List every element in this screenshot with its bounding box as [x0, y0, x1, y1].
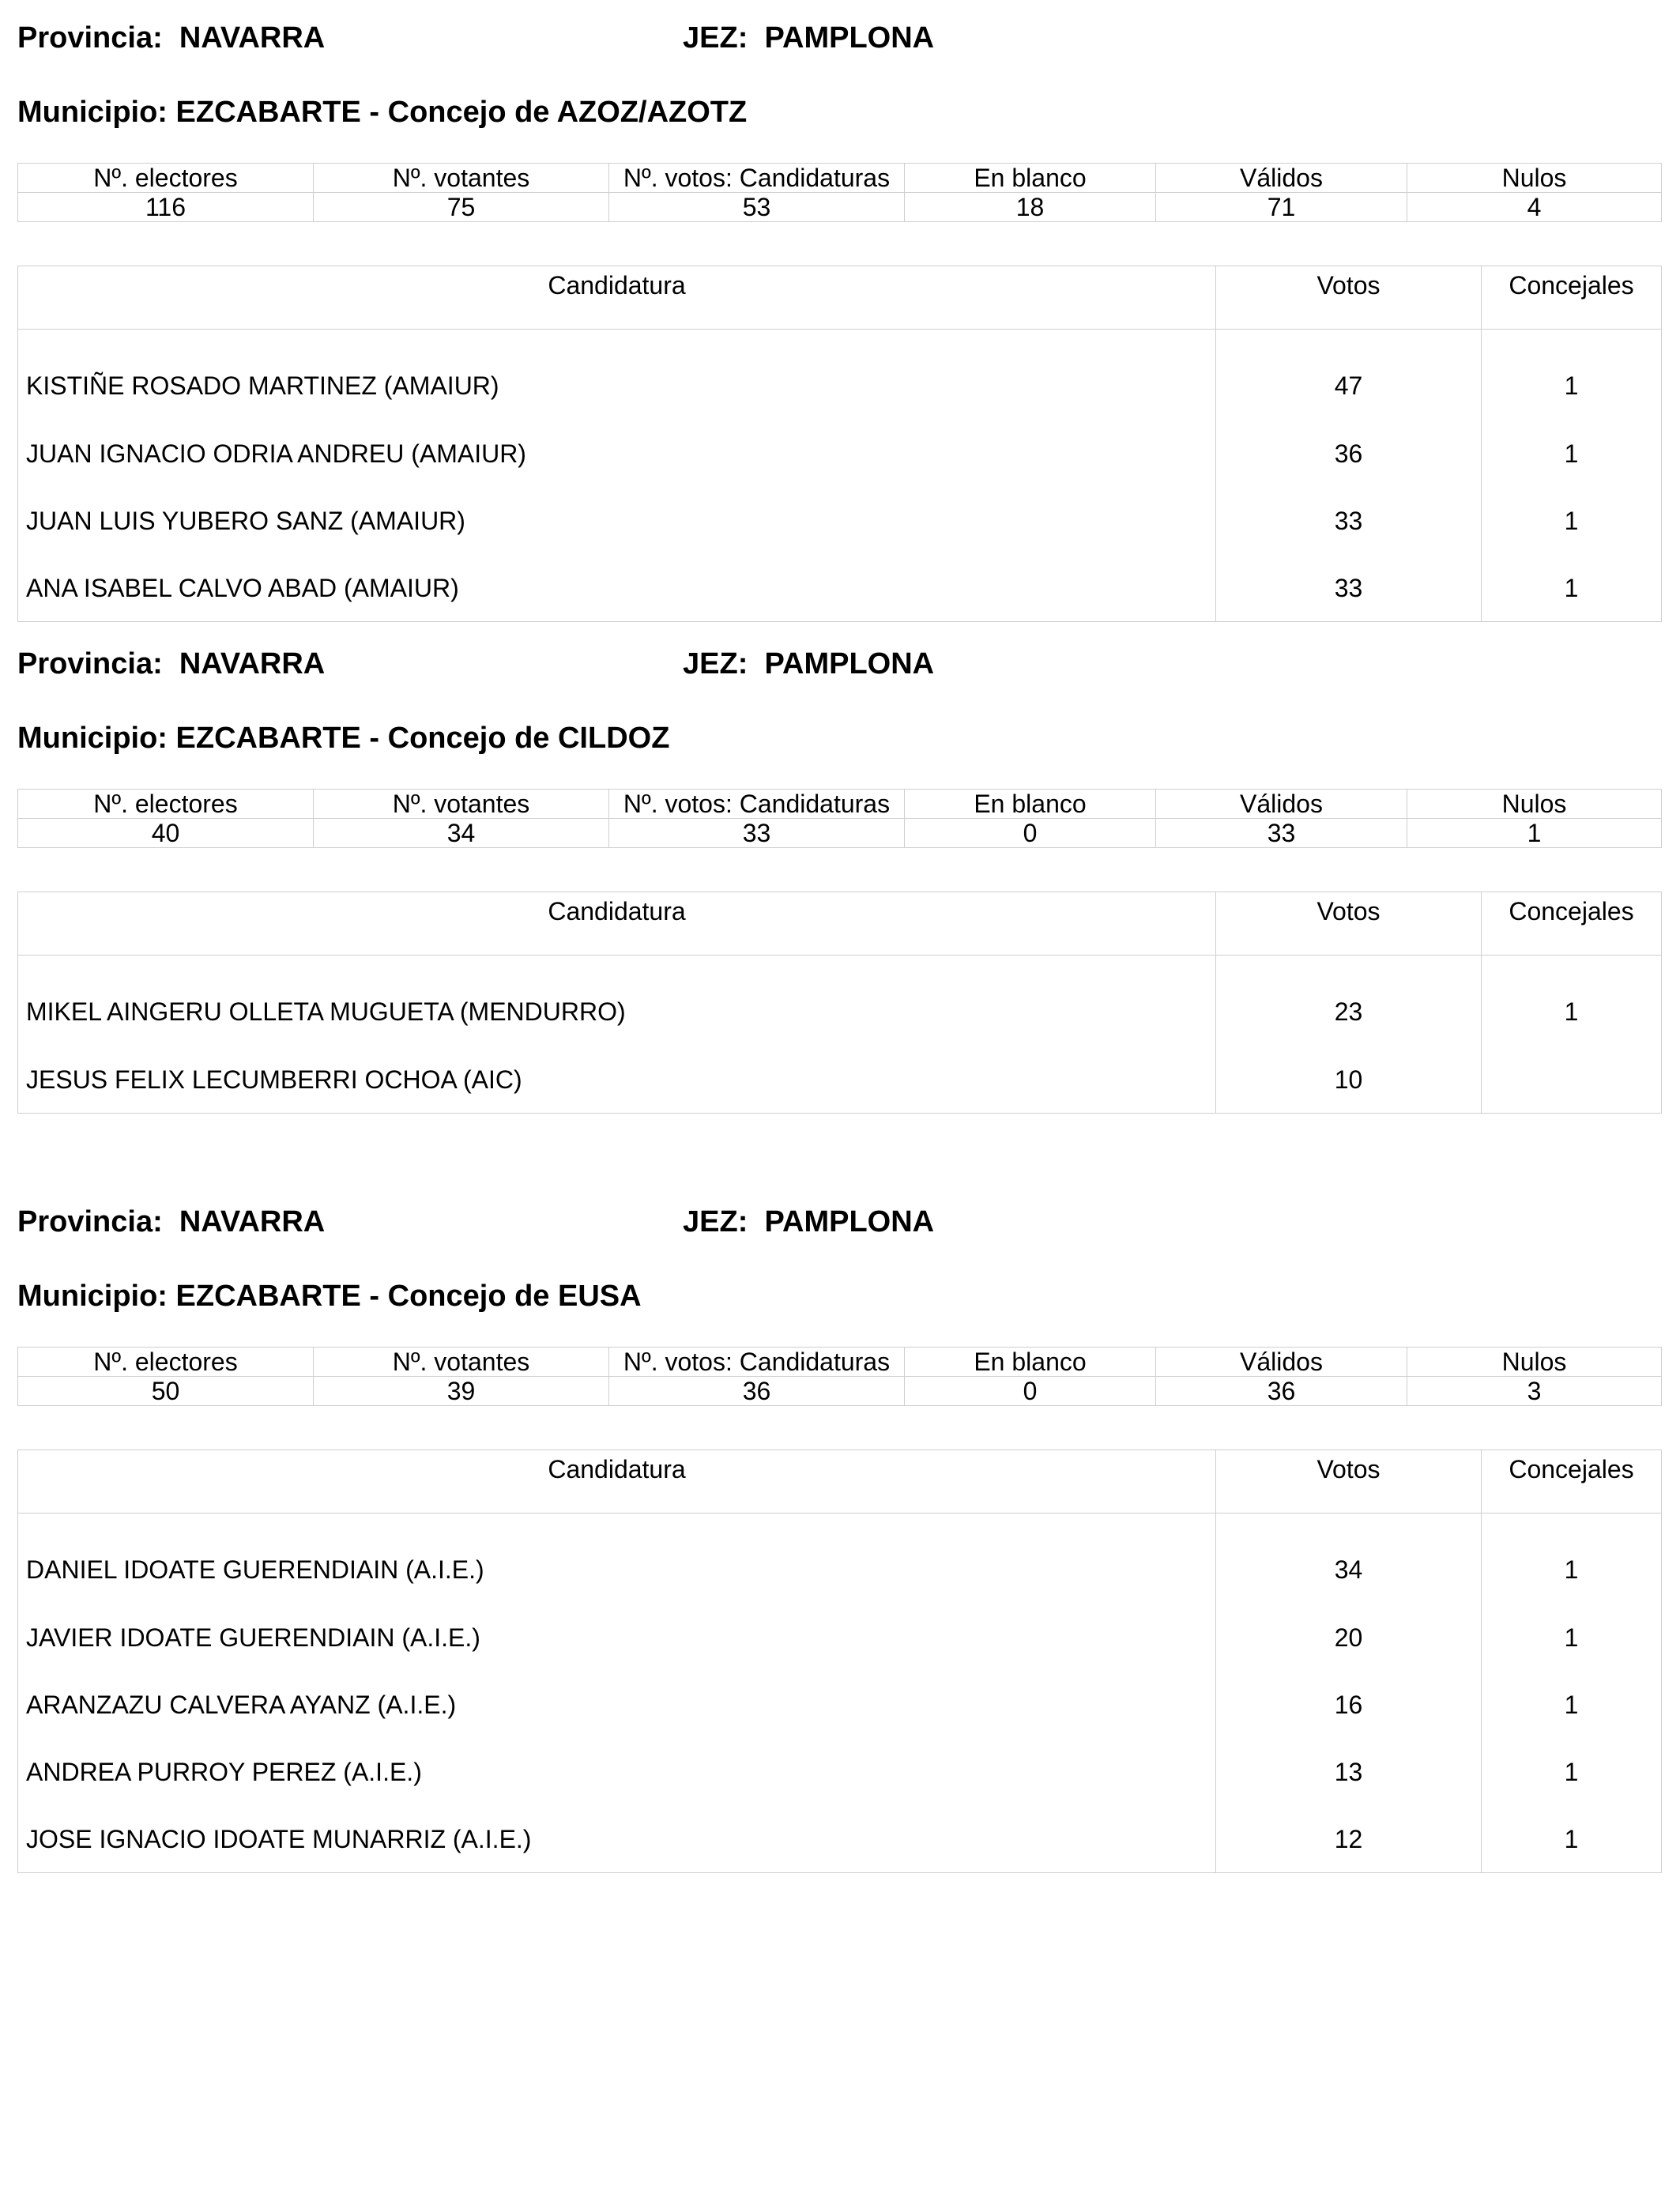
- candidate-row: [18, 1604, 1662, 1671]
- candidate-concejales: 1: [1482, 554, 1662, 622]
- stats-value-row: [18, 1377, 1662, 1406]
- stats-header: Nulos: [1407, 1348, 1662, 1377]
- candidate-votes: 36: [1216, 420, 1482, 487]
- stats-header: Nº. votantes: [314, 164, 609, 193]
- candidate-concejales: 1: [1482, 1514, 1662, 1604]
- province-header: [17, 647, 935, 681]
- municipio-value: EZCABARTE - Concejo de AZOZ/AZOTZ: [175, 96, 748, 129]
- stats-header: En blanco: [905, 790, 1156, 819]
- jez-value: PAMPLONA: [764, 1205, 935, 1238]
- stats-header: En blanco: [905, 164, 1156, 193]
- municipio-label: Municipio:: [17, 1280, 168, 1313]
- candidate-votes: 10: [1216, 1046, 1482, 1114]
- candidate-name: JUAN IGNACIO ODRIA ANDREU (AMAIUR): [26, 439, 526, 468]
- provincia-value: NAVARRA: [179, 21, 326, 55]
- candidate-concejales: 1: [1482, 1604, 1662, 1671]
- stats-header: Nº. votos: Candidaturas: [609, 1348, 905, 1377]
- stats-value: 4: [1407, 193, 1662, 222]
- stats-table: [17, 789, 1662, 848]
- candidates-header-row: [18, 1450, 1662, 1514]
- stats-value: 0: [905, 1377, 1156, 1406]
- stats-header-row: [18, 164, 1662, 193]
- stats-value: 36: [609, 1377, 905, 1406]
- candidate-name: JESUS FELIX LECUMBERRI OCHOA (AIC): [26, 1065, 522, 1094]
- stats-value: 0: [905, 819, 1156, 848]
- candidate-votes: 34: [1216, 1514, 1482, 1604]
- candidate-concejales: 1: [1482, 420, 1662, 487]
- stats-value: 33: [609, 819, 905, 848]
- candidate-concejales: [1482, 1046, 1662, 1114]
- stats-header: Nº. electores: [18, 790, 314, 819]
- concejales-header: Concejales: [1482, 1450, 1662, 1514]
- stats-header: Válidos: [1156, 1348, 1407, 1377]
- candidate-votes: 33: [1216, 487, 1482, 554]
- stats-header: Nº. votantes: [314, 790, 609, 819]
- candidate-row: [18, 1514, 1662, 1604]
- candidate-name: JOSE IGNACIO IDOATE MUNARRIZ (A.I.E.): [26, 1824, 532, 1853]
- candidate-name: JUAN LUIS YUBERO SANZ (AMAIUR): [26, 506, 465, 535]
- municipio-value: EZCABARTE - Concejo de EUSA: [175, 1280, 642, 1313]
- votos-header: Votos: [1216, 892, 1482, 956]
- stats-value: 40: [18, 819, 314, 848]
- candidate-concejales: 1: [1482, 956, 1662, 1046]
- stats-header-row: [18, 1348, 1662, 1377]
- candidate-row: [18, 1046, 1662, 1114]
- municipio-header: [17, 1279, 642, 1314]
- candidate-row: [18, 1671, 1662, 1738]
- stats-header: Nº. electores: [18, 164, 314, 193]
- provincia-label: Provincia:: [17, 1205, 163, 1238]
- candidate-name: DANIEL IDOATE GUERENDIAIN (A.I.E.): [26, 1555, 484, 1584]
- candidates-table: [17, 892, 1662, 1114]
- candidates-header-row: [18, 892, 1662, 956]
- municipio-label: Municipio:: [17, 722, 168, 755]
- candidate-row: [18, 487, 1662, 554]
- concejales-header: Concejales: [1482, 266, 1662, 330]
- provincia-value: NAVARRA: [179, 1205, 326, 1238]
- jez-value: PAMPLONA: [764, 647, 935, 680]
- stats-header: Nº. votantes: [314, 1348, 609, 1377]
- stats-value: 53: [609, 193, 905, 222]
- stats-header: Válidos: [1156, 164, 1407, 193]
- stats-value: 1: [1407, 819, 1662, 848]
- stats-header: Nulos: [1407, 790, 1662, 819]
- candidate-concejales: 1: [1482, 1738, 1662, 1805]
- candidate-concejales: 1: [1482, 1671, 1662, 1738]
- candidate-row: [18, 554, 1662, 622]
- candidatura-header: Candidatura: [18, 266, 1216, 330]
- municipio-header: [17, 721, 669, 756]
- candidate-name: ANDREA PURROY PEREZ (A.I.E.): [26, 1757, 422, 1786]
- candidate-votes: 13: [1216, 1738, 1482, 1805]
- candidate-row: [18, 1805, 1662, 1873]
- jez-value: PAMPLONA: [764, 21, 935, 55]
- candidate-name: JAVIER IDOATE GUERENDIAIN (A.I.E.): [26, 1623, 480, 1652]
- stats-header: Nº. votos: Candidaturas: [609, 164, 905, 193]
- stats-value: 34: [314, 819, 609, 848]
- candidate-votes: 47: [1216, 330, 1482, 420]
- provincia-label: Provincia:: [17, 647, 163, 680]
- jez-label: JEZ:: [683, 21, 748, 55]
- concejales-header: Concejales: [1482, 892, 1662, 956]
- provincia-label: Provincia:: [17, 21, 163, 55]
- candidate-name: ARANZAZU CALVERA AYANZ (A.I.E.): [26, 1690, 457, 1719]
- candidates-table: [17, 1449, 1662, 1873]
- candidate-votes: 20: [1216, 1604, 1482, 1671]
- jez-label: JEZ:: [683, 1205, 748, 1238]
- candidate-concejales: 1: [1482, 487, 1662, 554]
- stats-value: 71: [1156, 193, 1407, 222]
- stats-table: [17, 163, 1662, 222]
- candidatura-header: Candidatura: [18, 892, 1216, 956]
- votos-header: Votos: [1216, 266, 1482, 330]
- stats-value: 36: [1156, 1377, 1407, 1406]
- candidate-row: [18, 420, 1662, 487]
- province-header: [17, 1204, 935, 1239]
- votos-header: Votos: [1216, 1450, 1482, 1514]
- jez-label: JEZ:: [683, 647, 748, 680]
- stats-value: 39: [314, 1377, 609, 1406]
- candidate-votes: 23: [1216, 956, 1482, 1046]
- stats-table: [17, 1347, 1662, 1406]
- candidate-votes: 12: [1216, 1805, 1482, 1873]
- stats-header: Válidos: [1156, 790, 1407, 819]
- province-header: [17, 21, 935, 55]
- candidate-votes: 16: [1216, 1671, 1482, 1738]
- stats-header: Nulos: [1407, 164, 1662, 193]
- stats-value: 18: [905, 193, 1156, 222]
- stats-header: En blanco: [905, 1348, 1156, 1377]
- candidates-header-row: [18, 266, 1662, 330]
- candidate-name: MIKEL AINGERU OLLETA MUGUETA (MENDURRO): [26, 997, 626, 1026]
- stats-value: 33: [1156, 819, 1407, 848]
- stats-value: 50: [18, 1377, 314, 1406]
- candidate-row: [18, 956, 1662, 1046]
- stats-header: Nº. electores: [18, 1348, 314, 1377]
- provincia-value: NAVARRA: [179, 647, 326, 680]
- candidate-votes: 33: [1216, 554, 1482, 622]
- stats-value: 3: [1407, 1377, 1662, 1406]
- municipio-value: EZCABARTE - Concejo de CILDOZ: [175, 722, 670, 755]
- candidate-concejales: 1: [1482, 1805, 1662, 1873]
- candidate-row: [18, 330, 1662, 420]
- municipio-label: Municipio:: [17, 96, 168, 129]
- stats-value-row: [18, 193, 1662, 222]
- candidate-name: ANA ISABEL CALVO ABAD (AMAIUR): [26, 573, 459, 602]
- candidate-name: KISTIÑE ROSADO MARTINEZ (AMAIUR): [26, 371, 499, 400]
- candidates-table: [17, 266, 1662, 622]
- stats-header-row: [18, 790, 1662, 819]
- municipio-header: [17, 95, 747, 130]
- candidate-row: [18, 1738, 1662, 1805]
- candidatura-header: Candidatura: [18, 1450, 1216, 1514]
- stats-header: Nº. votos: Candidaturas: [609, 790, 905, 819]
- stats-value: 75: [314, 193, 609, 222]
- stats-value: 116: [18, 193, 314, 222]
- stats-value-row: [18, 819, 1662, 848]
- candidate-concejales: 1: [1482, 330, 1662, 420]
